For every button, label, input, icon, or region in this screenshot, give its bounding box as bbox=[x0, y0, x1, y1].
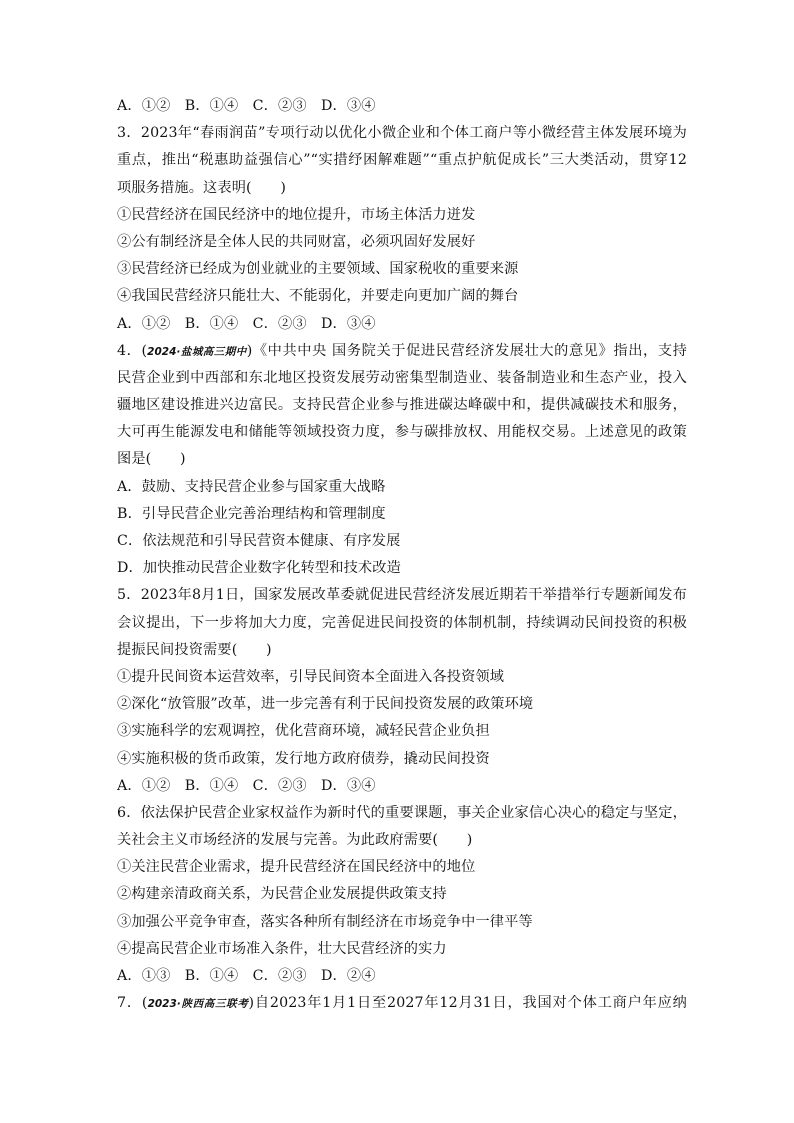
q4-number: 4．( bbox=[117, 342, 148, 359]
q4-stem-line-1 bbox=[117, 338, 687, 365]
q4-option-b: B．引导民营企业完善治理结构和管理制度 bbox=[117, 505, 386, 522]
q4-stem-line-2: 民营企业到中西部和东北地区投资发展劳动密集型制造业、装备制造业和生态产业，投入 bbox=[117, 369, 687, 386]
q6-option-3: ③加强公平竞争审查，落实各种所有制经济在市场竞争中一律平等 bbox=[117, 913, 533, 930]
q4-stem-line-3: 疆地区建设推进兴边富民。支持民营企业参与推进碳达峰碳中和，提供减碳技术和服务， bbox=[117, 397, 687, 414]
question-5 bbox=[117, 582, 687, 800]
q5-stem-line-3: 提振民间投资需要( ) bbox=[117, 641, 272, 658]
q4-option-d: D．加快推动民营企业数字化转型和技术改造 bbox=[117, 560, 401, 577]
q6-option-2: ②构建亲清政商关系，为民营企业发展提供政策支持 bbox=[117, 886, 447, 903]
q7-number: 7．( bbox=[117, 995, 148, 1012]
q6-stem-line-2: 关社会主义市场经济的发展与完善。为此政府需要( ) bbox=[117, 832, 473, 849]
q4-stem-line-5: 图是( ) bbox=[117, 451, 186, 468]
q4-option-a: A．鼓励、支持民营企业参与国家重大战略 bbox=[117, 478, 386, 495]
q5-answer-choices: A．①② B．①④ C．②③ D．③④ bbox=[117, 777, 376, 794]
question-7 bbox=[117, 990, 687, 1017]
q7-source: 2023·陕西高三联考 bbox=[147, 998, 249, 1011]
q3-option-1: ①民营经济在国民经济中的地位提升，市场主体活力迸发 bbox=[117, 206, 476, 223]
q5-option-1: ①提升民间资本运营效率，引导民间资本全面进入各投资领域 bbox=[117, 668, 505, 685]
q3-stem-line-1: 3．2023年“春雨润苗”专项行动以优化小微企业和个体工商户等小微经营主体发展环境为 bbox=[117, 125, 687, 142]
q3-stem-line-3: 项服务措施。这表明( ) bbox=[117, 179, 287, 196]
q4-source: 2024·盐城高三期中 bbox=[147, 345, 247, 358]
q6-answer-choices: A．①③ B．①④ C．②③ D．②④ bbox=[117, 968, 376, 984]
question-3 bbox=[117, 120, 687, 338]
q5-option-3: ③实施科学的宏观调控，优化营商环境，减轻民营企业负担 bbox=[117, 723, 490, 740]
q4-stem-first-rest: )《中共中央 国务院关于促进民营经济发展壮大的意见》指出，支持 bbox=[246, 342, 687, 359]
q2-answer-choices: A．①② B．①④ C．②③ D．③④ bbox=[117, 98, 376, 114]
q6-stem-line-1: 6．依法保护民营企业家权益作为新时代的重要课题，事关企业家信心决心的稳定与坚定， bbox=[117, 804, 687, 821]
q5-stem-line-1: 5．2023年8月1日，国家发展改革委就促进民营经济发展近期若干举措举行专题新闻发布 bbox=[117, 587, 687, 604]
q4-stem-line-4: 大可再生能源发电和储能等领域投资力度，参与碳排放权、用能权交易。上述意见的政策 bbox=[117, 424, 687, 441]
q3-stem-line-2: 重点，推出“税惠助益强信心”“实措纾困解难题”“重点护航促成长”三大类活动，贯穿12 bbox=[117, 152, 687, 169]
q3-option-2: ②公有制经济是全体人民的共同财富，必须巩固好发展好 bbox=[117, 233, 476, 250]
q3-option-3: ③民营经济已经成为创业就业的主要领域、国家税收的重要来源 bbox=[117, 261, 519, 278]
question-4 bbox=[117, 338, 687, 583]
q6-option-4: ④提高民营企业市场准入条件，壮大民营经济的实力 bbox=[117, 940, 447, 957]
q5-stem-line-2: 会议提出，下一步将加大力度，完善促进民间投资的体制机制，持续调动民间投资的积极 bbox=[117, 614, 687, 631]
q3-option-4: ④我国民营经济只能壮大、不能弱化，并要走向更加广阔的舞台 bbox=[117, 288, 519, 305]
q7-stem-line-1 bbox=[117, 990, 687, 1017]
q5-option-4: ④实施积极的货币政策，发行地方政府债券，撬动民间投资 bbox=[117, 750, 490, 767]
document-page bbox=[117, 93, 687, 1017]
q7-stem-first-rest: )自2023年1月1日至2027年12月31日，我国对个体工商户年应纳 bbox=[248, 995, 687, 1012]
q3-answer-choices: A．①② B．①④ C．②③ D．③④ bbox=[117, 315, 376, 332]
q4-option-c: C．依法规范和引导民营资本健康、有序发展 bbox=[117, 533, 401, 549]
q6-option-1: ①关注民营企业需求，提升民营经济在国民经济中的地位 bbox=[117, 859, 476, 876]
q5-option-2: ②深化“放管服”改革，进一步完善有利于民间投资发展的政策环境 bbox=[117, 696, 534, 713]
question-6 bbox=[117, 800, 687, 990]
